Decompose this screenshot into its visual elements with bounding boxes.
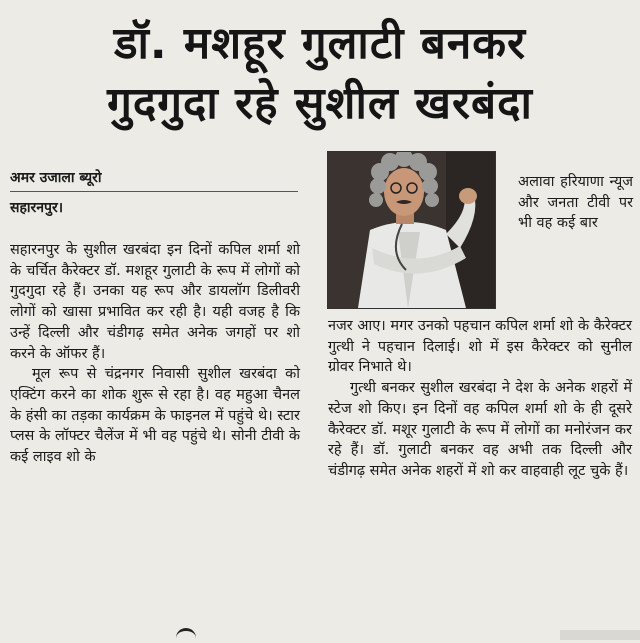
dateline: सहारनपुर।	[10, 200, 64, 216]
column1-paragraph-1: सहारनपुर के सुशील खरबंदा इन दिनों कपिल शर्मा शो के चर्चित कैरेक्टर डॉ. मशहूर गुलाटी के रूप में लोगों को गुदगुदा रहे हैं। उनका यह रूप और डायलॉग डिलीवरी लोगों को खासा प्रभावित कर रही है। यही वजह है कि उन्हें दिल्ली और चंडीगढ़ समेत अनेक जगहों पर शो करने के ऑफर हैं।	[10, 242, 300, 362]
article-column-2-side: अलावा हरियाणा न्यूज और जनता टीवी पर भी वह कई बार	[518, 174, 633, 232]
cropped-bottom-edge	[560, 630, 640, 640]
column2-paragraph-2: गुत्थी बनकर सुशील खरबंदा ने देश के अनेक शहरों में स्टेज शो किए। इन दिनों वह कपिल शर्मा शो के ही दूसरे कैरेक्टर डॉ. मशूर गुलाटी के रूप में लोगों का मनोरंजन कर रहे हैं। डॉ. गुलाटी बनकर वह अभी तक दिल्ली और चंडीगढ़ समेत अनेक शहरों में शो कर वाहवाही लूट चुके हैं।	[328, 380, 632, 479]
column1-paragraph-2: मूल रूप से चंद्रनगर निवासी सुशील खरबंदा को एक्टिंग करने का शोक शुरू से रहा है। वह महुआ चैनल के हंसी का तड़का कार्यक्रम के फाइनल में पहुंचे थे। स्टार प्लस के लॉफ्टर चैलेंज में भी वह पहुंचे थे। सोनी टीवी के कई लाइव शो के	[10, 366, 300, 466]
article-column-2	[328, 316, 632, 482]
article-photo	[327, 151, 496, 309]
byline: अमर उजाला ब्यूरो	[10, 168, 298, 192]
headline	[0, 14, 640, 134]
column2-paragraph-1: नजर आए। मगर उनको पहचान कपिल शर्मा शो के कैरेक्टर गुत्थी ने पहचान दिलाई। शो में इस कैरेक्टर को सुनील ग्रोवर निभाते थे।	[328, 318, 632, 376]
headline-line-2: गुदगुदा रहे सुशील खरबंदा	[107, 78, 533, 129]
person-photo-illustration	[328, 152, 495, 308]
article-column-1	[10, 240, 300, 468]
cropped-bottom-glyph	[176, 628, 196, 643]
top-cropped-strip	[0, 0, 640, 10]
headline-line-1: डॉ. मशहूर गुलाटी बनकर	[113, 18, 527, 69]
